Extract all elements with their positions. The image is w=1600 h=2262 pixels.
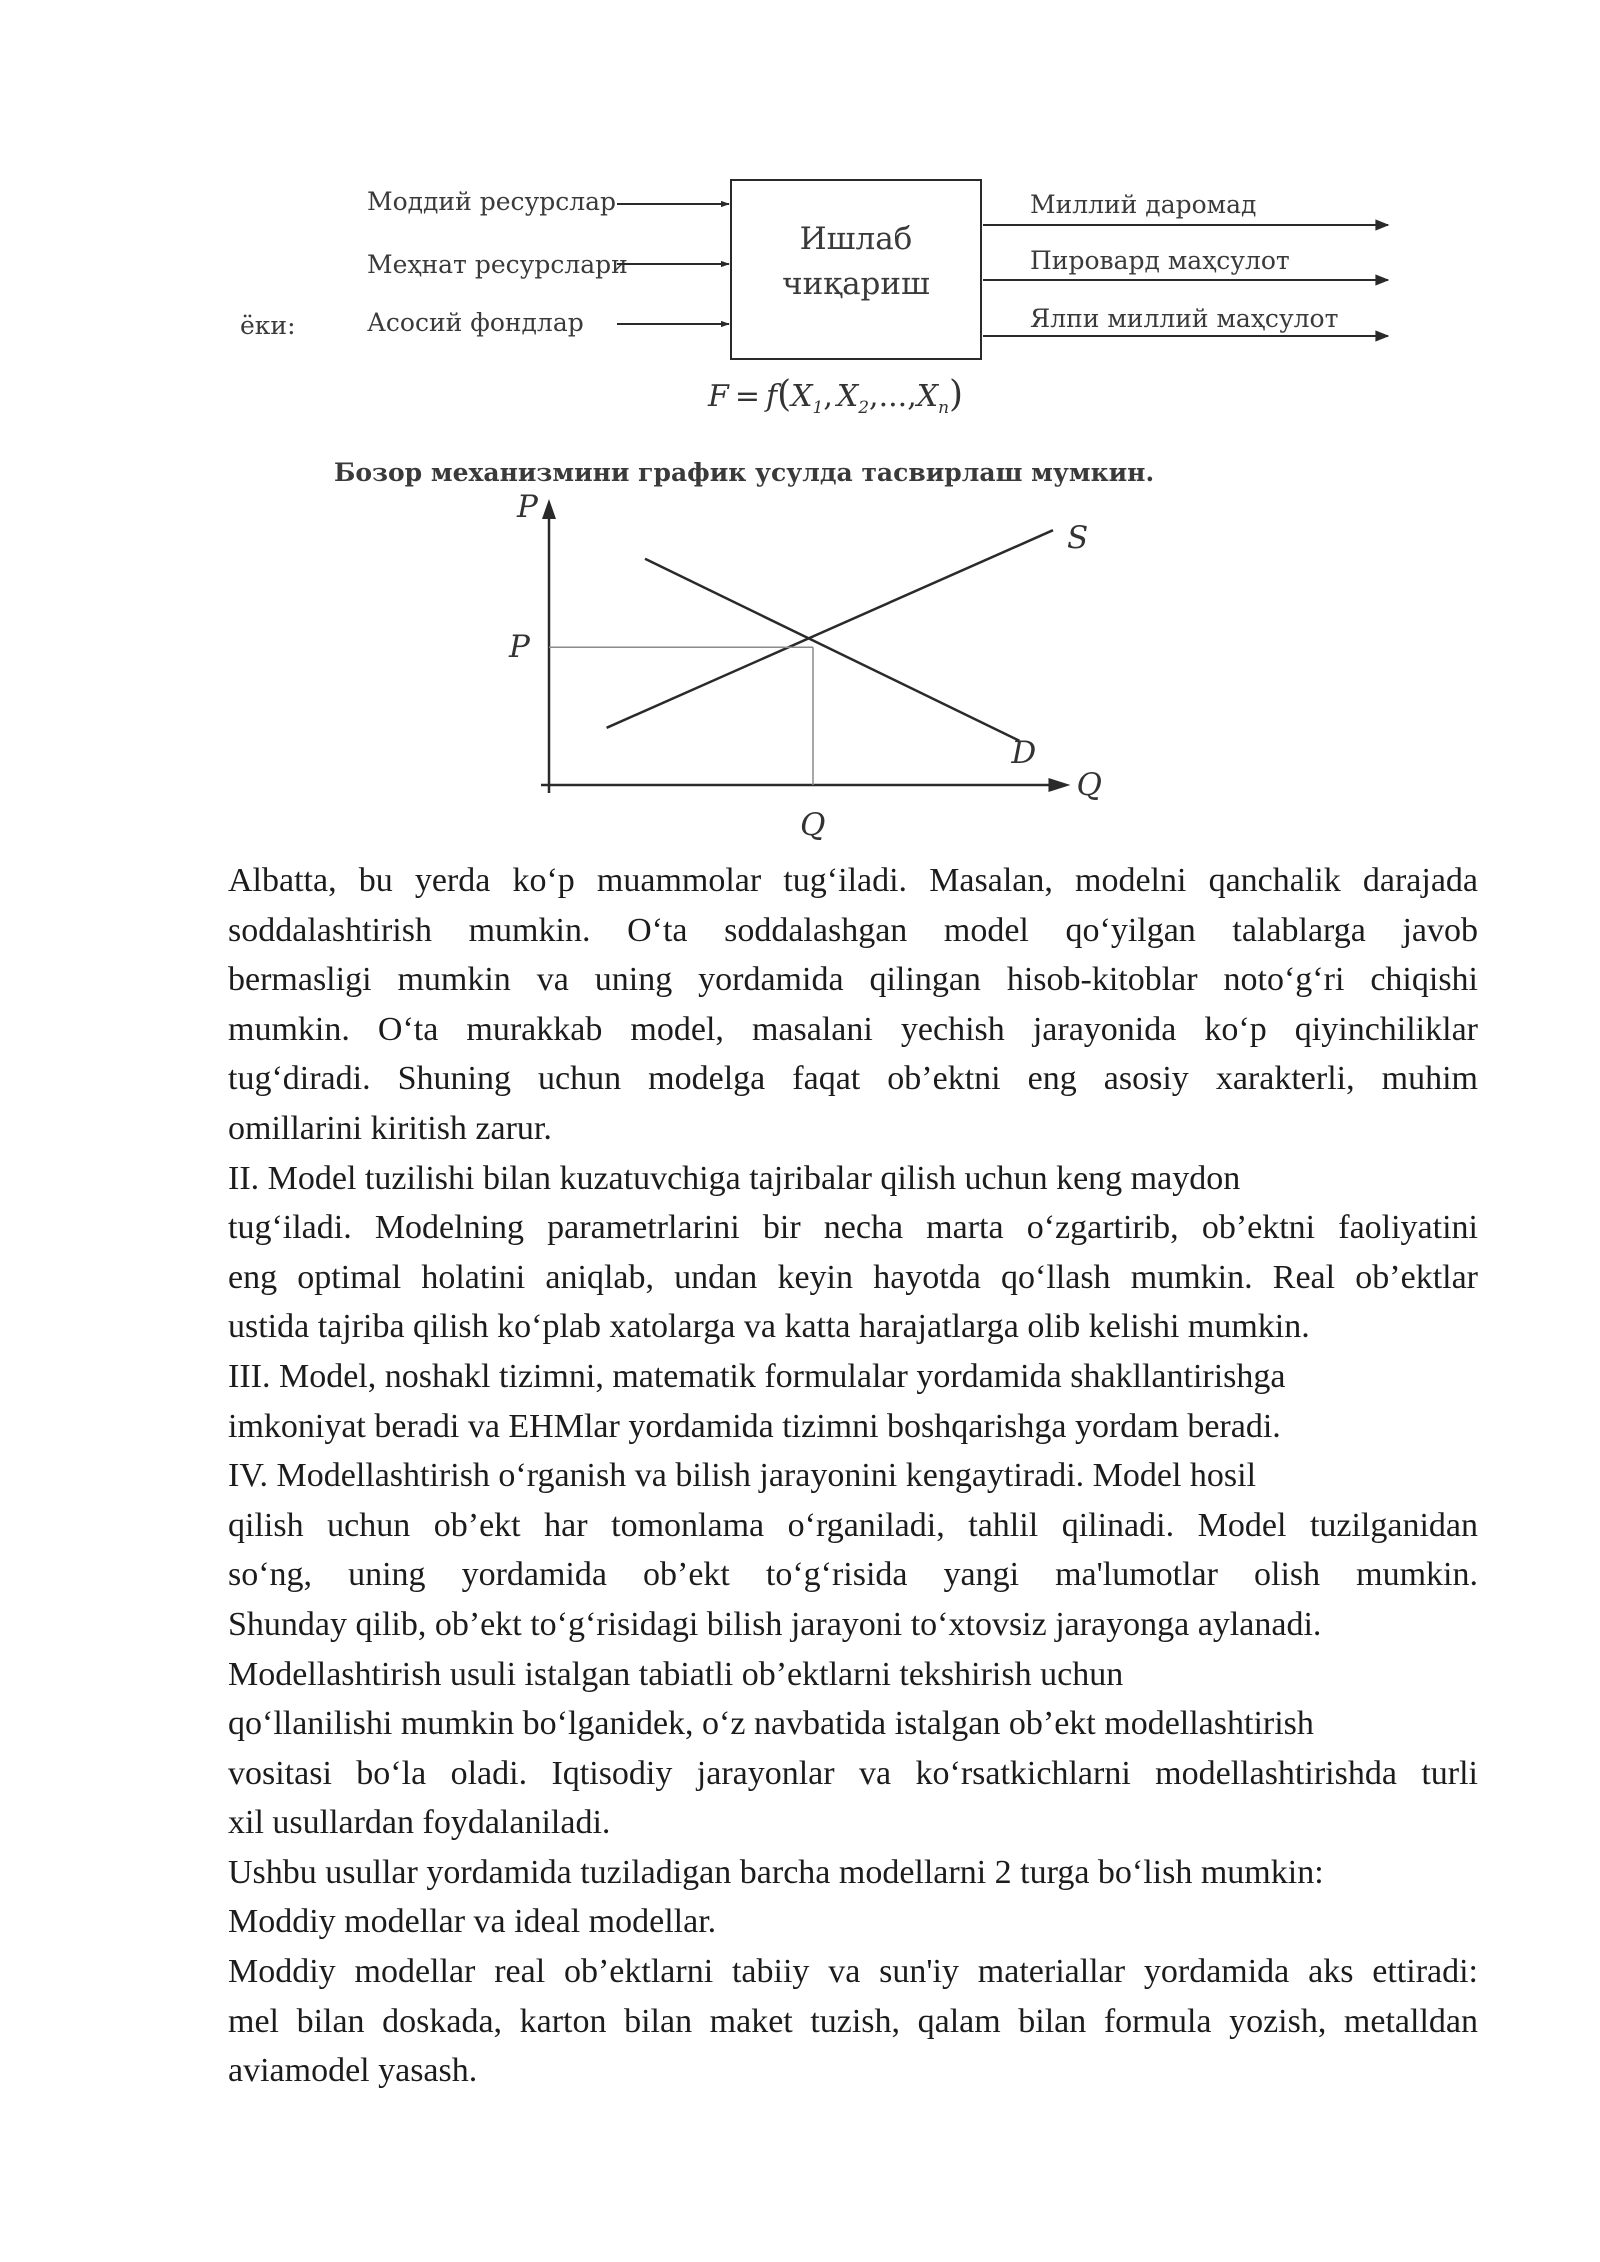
demand-series-label: D [1011, 734, 1037, 771]
equilibrium-price-label: P [509, 629, 530, 666]
body-line: bermasligi mumkin va uning yordamida qilingan hisob-kitoblar noto‘g‘ri chiqishi [228, 961, 1478, 999]
production-box-line-1: Ишлаб [799, 221, 913, 257]
body-line: xil usullardan foydalaniladi. [228, 1804, 611, 1842]
body-line: imkoniyat beradi va EHMlar yordamida tizimni boshqarishga yordam beradi. [228, 1407, 1281, 1445]
demand-line [645, 559, 1019, 741]
input-label-material: Моддий ресурслар [367, 187, 617, 216]
body-line: ustida tajriba qilish ko‘plab xatolarga va katta harajatlarga olib kelishi mumkin. [228, 1308, 1310, 1346]
body-line: mumkin. O‘ta murakkab model, masalani yechish jarayonida ko‘p qiyinchiliklar [228, 1010, 1478, 1048]
body-line: eng optimal holatini aniqlab, undan keyin hayotda qo‘llash mumkin. Real ob’ektlar [228, 1258, 1478, 1296]
supply-demand-chart [508, 489, 1102, 840]
figure-area [0, 0, 1600, 840]
supply-line [607, 530, 1053, 728]
body-line: tug‘iladi. Modelning parametrlarini bir necha marta o‘zgartirib, ob’ektni faoliyatini [228, 1209, 1478, 1247]
side-label: ёки: [240, 311, 296, 340]
body-line: II. Model tuzilishi bilan kuzatuvchiga tajribalar qilish uchun keng maydon [228, 1159, 1241, 1197]
body-line: Modellashtirish usuli istalgan tabiatli ob’ektlarni tekshirish uchun [228, 1655, 1124, 1693]
body-text [228, 856, 1478, 2096]
body-line: Albatta, bu yerda ko‘p muammolar tug‘iladi. Masalan, modelni qanchalik darajada [228, 862, 1478, 899]
supply-series-label: S [1067, 520, 1089, 557]
production-flow-diagram [240, 180, 1388, 359]
body-line: qilish uchun ob’ekt har tomonlama o‘rganiladi, tahlil qilinadi. Model tuzilganidan [228, 1506, 1478, 1544]
equilibrium-quantity-label: Q [800, 807, 826, 840]
body-line: soddalashtirish mumkin. O‘ta soddalashgan model qo‘yilgan talablarga javob [228, 911, 1478, 949]
body-line: vositasi bo‘la oladi. Iqtisodiy jarayonlar va ko‘rsatkichlarni modellashtirishda turli [228, 1754, 1478, 1792]
production-function-formula: $F = f(X_1$, $X_2,...,X_n$) [708, 374, 964, 418]
output-label-final-product: Пировард маҳсулот [1030, 246, 1290, 275]
x-axis-arrowhead [1048, 778, 1070, 792]
body-line: Moddiy modellar real ob’ektlarni tabiiy va sun'iy materiallar yordamida aks ettiradi: [228, 1953, 1478, 1991]
body-line: IV. Modellashtirish o‘rganish va bilish jarayonini kengaytiradi. Model hosil [228, 1457, 1257, 1495]
figure-svg [0, 0, 1600, 840]
body-line: Ushbu usullar yordamida tuziladigan barcha modellarni 2 turga bo‘lish mumkin: [228, 1853, 1324, 1891]
body-line: so‘ng, uning yordamida ob’ekt to‘g‘risida yangi ma'lumotlar olish mumkin. [228, 1556, 1478, 1594]
output-label-national-income: Миллий даромад [1030, 190, 1257, 219]
figure-caption: Бозор механизмини график усулда тасвирлаш мумкин. [334, 458, 1155, 487]
y-axis-label: P [517, 489, 538, 525]
body-line: Moddiy modellar va ideal modellar. [228, 1903, 717, 1941]
body-line: qo‘llanilishi mumkin bo‘lganidek, o‘z navbatida istalgan ob’ekt modellashtirish [228, 1705, 1314, 1743]
body-line: mel bilan doskada, karton bilan maket tuzish, qalam bilan formula yozish, metalldan [228, 2002, 1478, 2040]
input-label-fixed-assets: Асосий фондлар [367, 308, 584, 337]
output-label-gnp: Ялпи миллий маҳсулот [1030, 304, 1339, 333]
input-label-labor: Меҳнат ресурслари [367, 250, 628, 279]
y-axis-arrowhead [542, 499, 556, 519]
body-line: aviamodel yasash. [228, 2052, 478, 2090]
body-line: Shunday qilib, ob’ekt to‘g‘risidagi bilish jarayoni to‘xtovsiz jarayonga aylanadi. [228, 1605, 1322, 1643]
body-line: tug‘diradi. Shuning uchun modelga faqat ob’ektni eng asosiy xarakterli, muhim [228, 1060, 1478, 1098]
x-axis-label: Q [1076, 767, 1102, 803]
production-box-line-2: чиқариш [782, 266, 930, 302]
body-line: III. Model, noshakl tizimni, matematik formulalar yordamida shakllantirishga [228, 1357, 1286, 1395]
body-line: omillarini kiritish zarur. [228, 1109, 552, 1147]
